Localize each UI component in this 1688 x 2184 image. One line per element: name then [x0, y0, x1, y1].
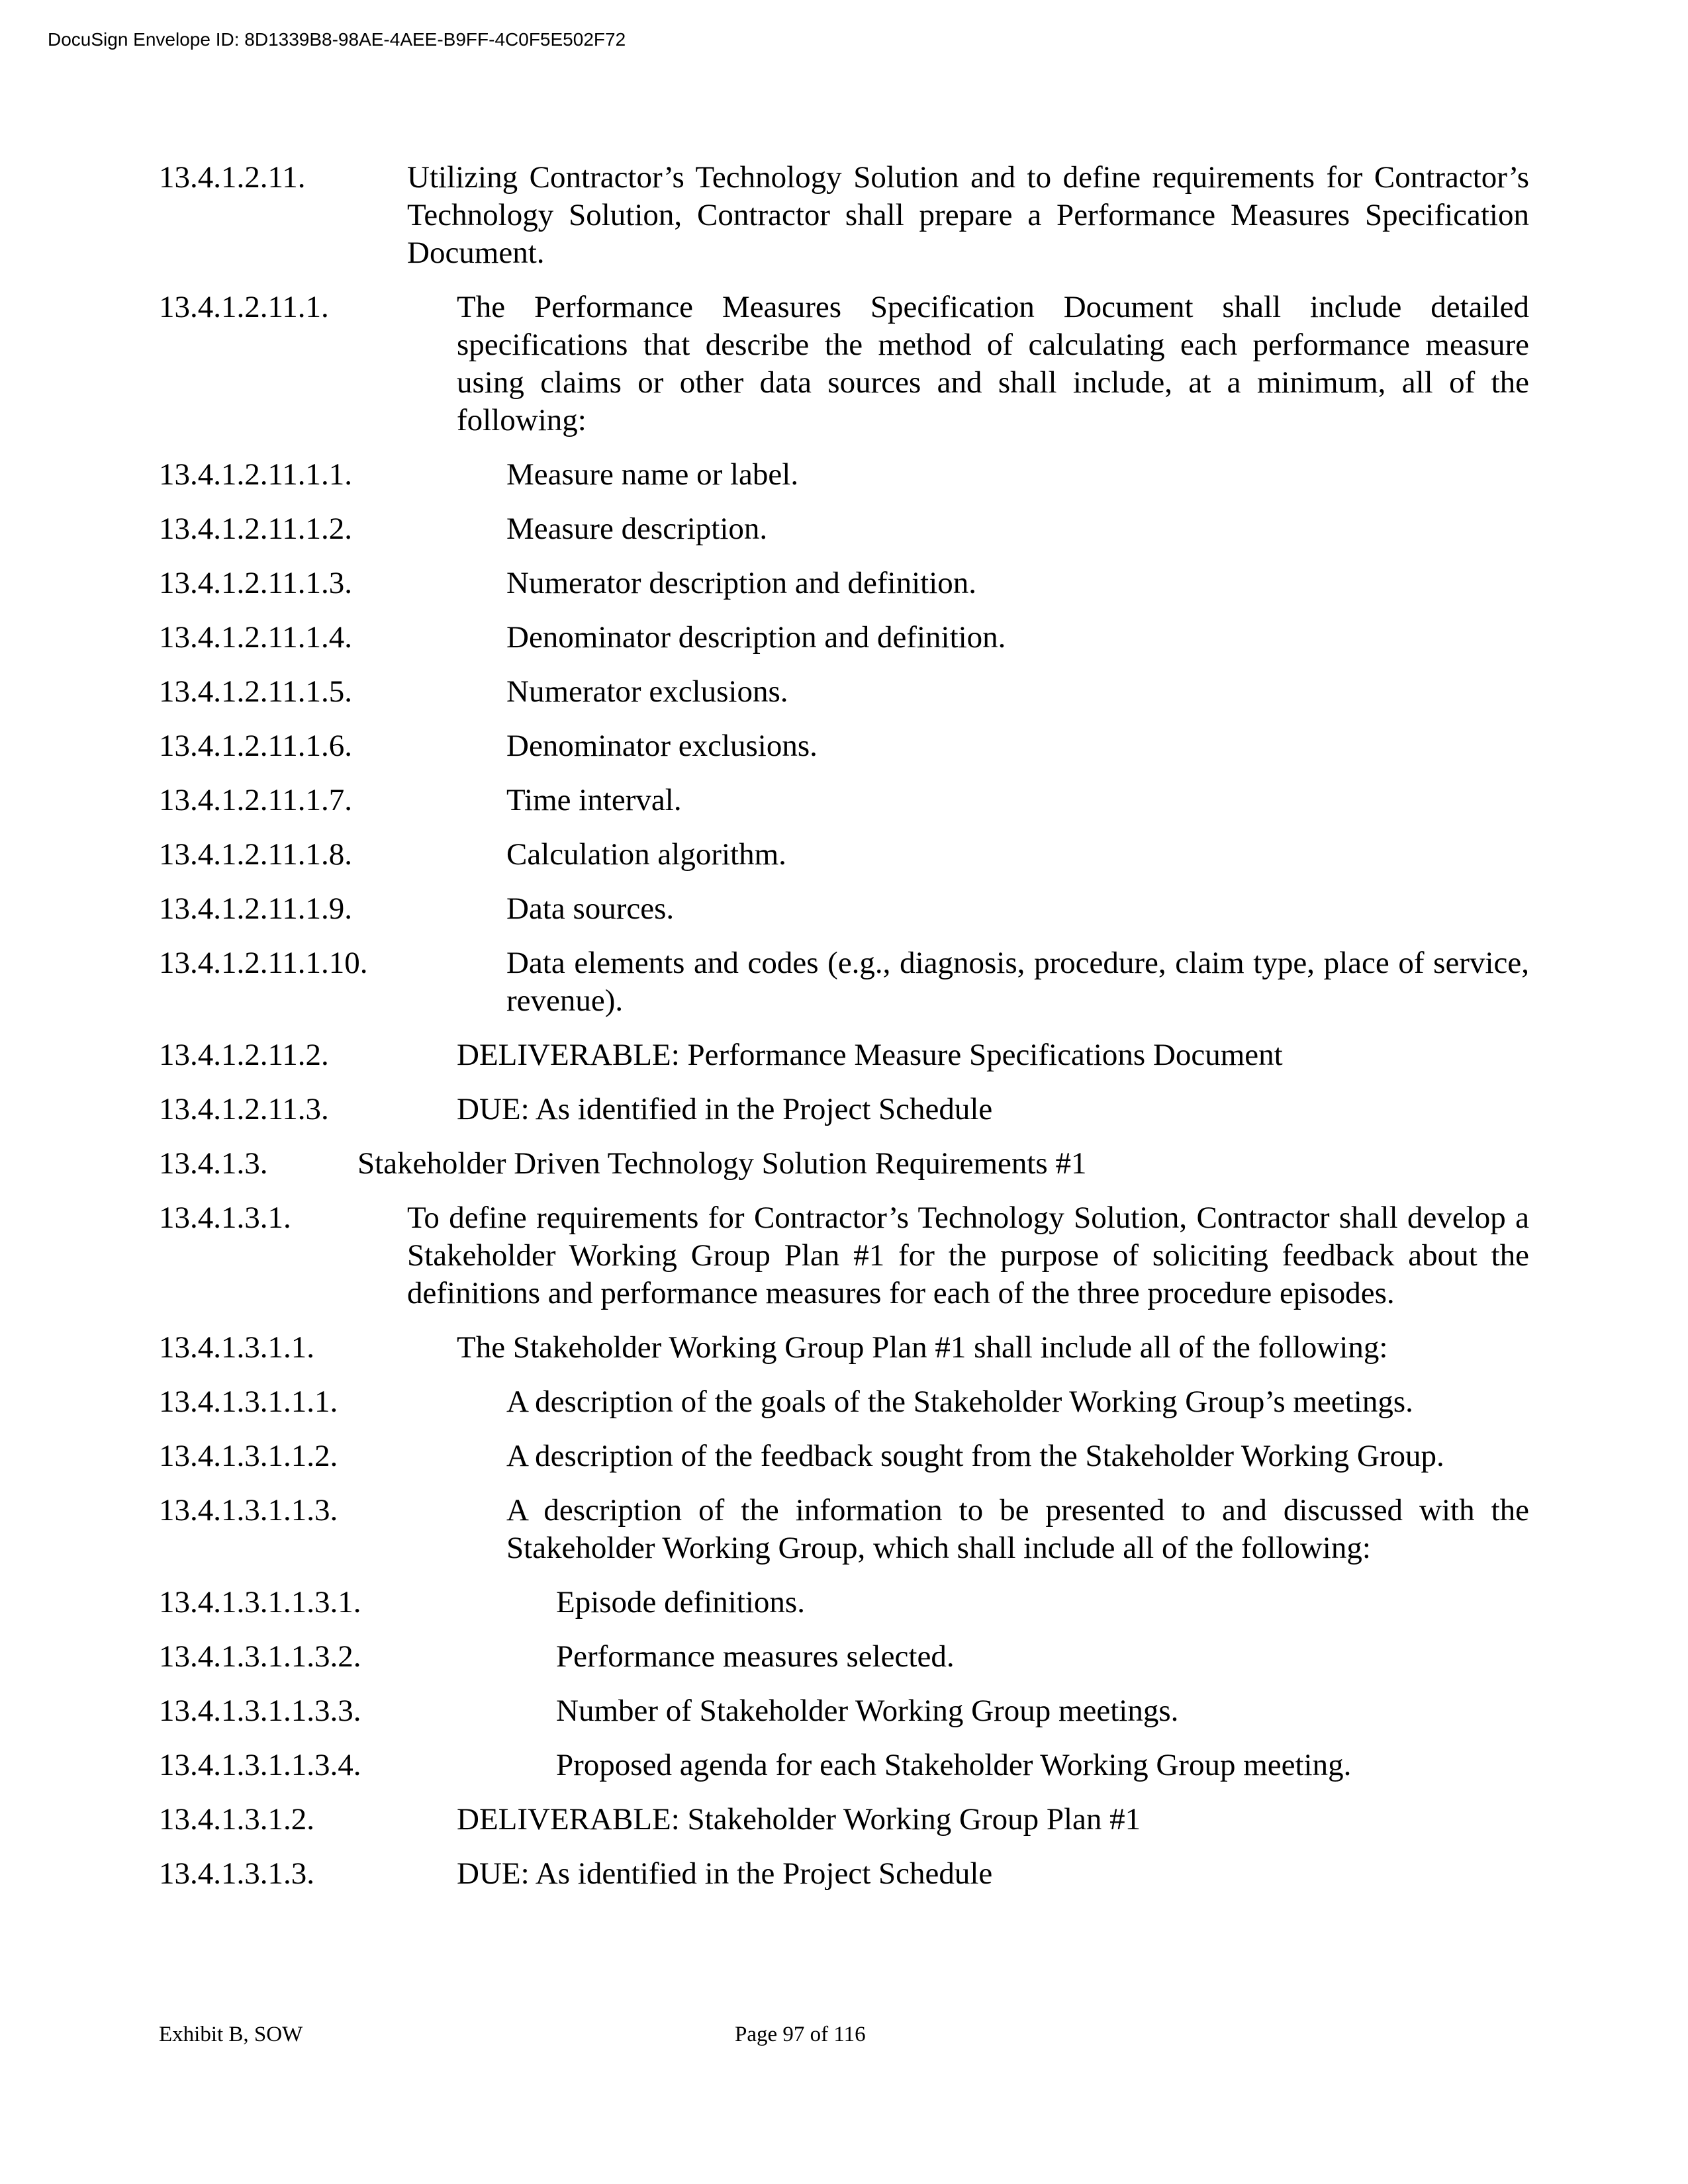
document-body	[159, 159, 1529, 1909]
section-text: Denominator exclusions.	[506, 729, 818, 763]
section-text: Time interval.	[506, 783, 682, 817]
section-number: 13.4.1.3.1.2.	[159, 1802, 314, 1837]
section-text: DUE: As identified in the Project Schedule	[457, 1092, 993, 1126]
section-item	[159, 944, 1529, 1020]
section-item	[159, 565, 1529, 602]
section-number: 13.4.1.2.11.1.2.	[159, 512, 353, 546]
section-text: The Performance Measures Specification Document shall include detailed specifications that describe the method of calculating each performance measure using claims or other data sources and shall include, at a minimum, all of the following:	[457, 290, 1529, 437]
section-item	[159, 1437, 1529, 1475]
section-number: 13.4.1.2.11.1.4.	[159, 620, 353, 655]
section-text: A description of the feedback sought from the Stakeholder Working Group.	[506, 1439, 1444, 1473]
section-item	[159, 890, 1529, 928]
section-text: Utilizing Contractor’s Technology Solution and to define requirements for Contractor’s Technology Solution, Contractor shall prepare a Performance Measures Specification Document.	[407, 160, 1529, 270]
section-item	[159, 619, 1529, 657]
section-item	[159, 456, 1529, 494]
section-item	[159, 1145, 1529, 1183]
section-item	[159, 289, 1529, 439]
section-item	[159, 1584, 1529, 1621]
section-item	[159, 782, 1529, 819]
section-text: A description of the goals of the Stakeholder Working Group’s meetings.	[506, 1385, 1413, 1419]
section-text: DUE: As identified in the Project Schedule	[457, 1856, 993, 1891]
section-item	[159, 673, 1529, 711]
section-number: 13.4.1.3.1.3.	[159, 1856, 314, 1891]
section-text: Calculation algorithm.	[506, 837, 786, 872]
section-number: 13.4.1.3.1.1.3.1.	[159, 1585, 361, 1619]
section-text: DELIVERABLE: Performance Measure Specifications Document	[457, 1038, 1283, 1072]
section-item	[159, 1747, 1529, 1784]
section-item	[159, 1855, 1529, 1893]
section-text: To define requirements for Contractor’s Technology Solution, Contractor shall develop a Stakeholder Working Group Plan #1 for the purpose of soliciting feedback about the definitions and performance measures for each of the three procedure episodes.	[407, 1201, 1529, 1310]
section-item	[159, 836, 1529, 874]
section-item	[159, 1492, 1529, 1567]
section-item	[159, 1091, 1529, 1128]
section-item	[159, 727, 1529, 765]
section-text: Proposed agenda for each Stakeholder Working Group meeting.	[556, 1748, 1352, 1782]
section-number: 13.4.1.3.1.1.1.	[159, 1385, 338, 1419]
section-text: Numerator exclusions.	[506, 674, 788, 709]
section-text: Measure name or label.	[506, 457, 799, 492]
section-number: 13.4.1.3.1.	[159, 1201, 291, 1235]
section-number: 13.4.1.3.	[159, 1146, 268, 1181]
section-item	[159, 1383, 1529, 1421]
section-text: The Stakeholder Working Group Plan #1 shall include all of the following:	[457, 1330, 1388, 1365]
footer-page-number: Page 97 of 116	[735, 2023, 866, 2046]
section-text: Number of Stakeholder Working Group meetings.	[556, 1694, 1179, 1728]
section-number: 13.4.1.2.11.1.1.	[159, 457, 353, 492]
section-item	[159, 1638, 1529, 1676]
section-number: 13.4.1.2.11.	[159, 160, 306, 195]
section-number: 13.4.1.3.1.1.	[159, 1330, 314, 1365]
section-text: DELIVERABLE: Stakeholder Working Group Plan #1	[457, 1802, 1141, 1837]
section-number: 13.4.1.3.1.1.3.2.	[159, 1639, 361, 1674]
section-number: 13.4.1.2.11.1.8.	[159, 837, 353, 872]
section-number: 13.4.1.3.1.1.3.4.	[159, 1748, 361, 1782]
section-text: A description of the information to be presented to and discussed with the Stakeholder Working Group, which shall include all of the following:	[506, 1493, 1529, 1565]
section-number: 13.4.1.2.11.3.	[159, 1092, 329, 1126]
section-number: 13.4.1.2.11.1.	[159, 290, 329, 324]
section-item	[159, 1199, 1529, 1312]
section-number: 13.4.1.2.11.1.3.	[159, 566, 353, 600]
section-number: 13.4.1.2.11.1.7.	[159, 783, 353, 817]
section-item	[159, 510, 1529, 548]
section-number: 13.4.1.2.11.1.10.	[159, 946, 368, 980]
section-item	[159, 1329, 1529, 1367]
docusign-envelope-id: DocuSign Envelope ID: 8D1339B8-98AE-4AEE-B9FF-4C0F5E502F72	[48, 29, 626, 50]
section-text: Data sources.	[506, 891, 675, 926]
section-text: Stakeholder Driven Technology Solution Requirements #1	[357, 1146, 1087, 1181]
section-number: 13.4.1.2.11.1.6.	[159, 729, 353, 763]
section-item	[159, 1692, 1529, 1730]
section-text: Episode definitions.	[556, 1585, 805, 1619]
section-number: 13.4.1.3.1.1.3.	[159, 1493, 338, 1527]
section-item	[159, 1801, 1529, 1839]
section-item	[159, 159, 1529, 272]
section-text: Denominator description and definition.	[506, 620, 1006, 655]
section-number: 13.4.1.3.1.1.3.3.	[159, 1694, 361, 1728]
section-text: Measure description.	[506, 512, 768, 546]
section-item	[159, 1036, 1529, 1074]
section-number: 13.4.1.2.11.2.	[159, 1038, 329, 1072]
section-number: 13.4.1.2.11.1.5.	[159, 674, 353, 709]
footer-exhibit-label: Exhibit B, SOW	[159, 2023, 303, 2046]
section-number: 13.4.1.2.11.1.9.	[159, 891, 353, 926]
section-text: Performance measures selected.	[556, 1639, 955, 1674]
section-text: Data elements and codes (e.g., diagnosis, procedure, claim type, place of service, revenue).	[506, 946, 1529, 1018]
section-number: 13.4.1.3.1.1.2.	[159, 1439, 338, 1473]
section-text: Numerator description and definition.	[506, 566, 977, 600]
